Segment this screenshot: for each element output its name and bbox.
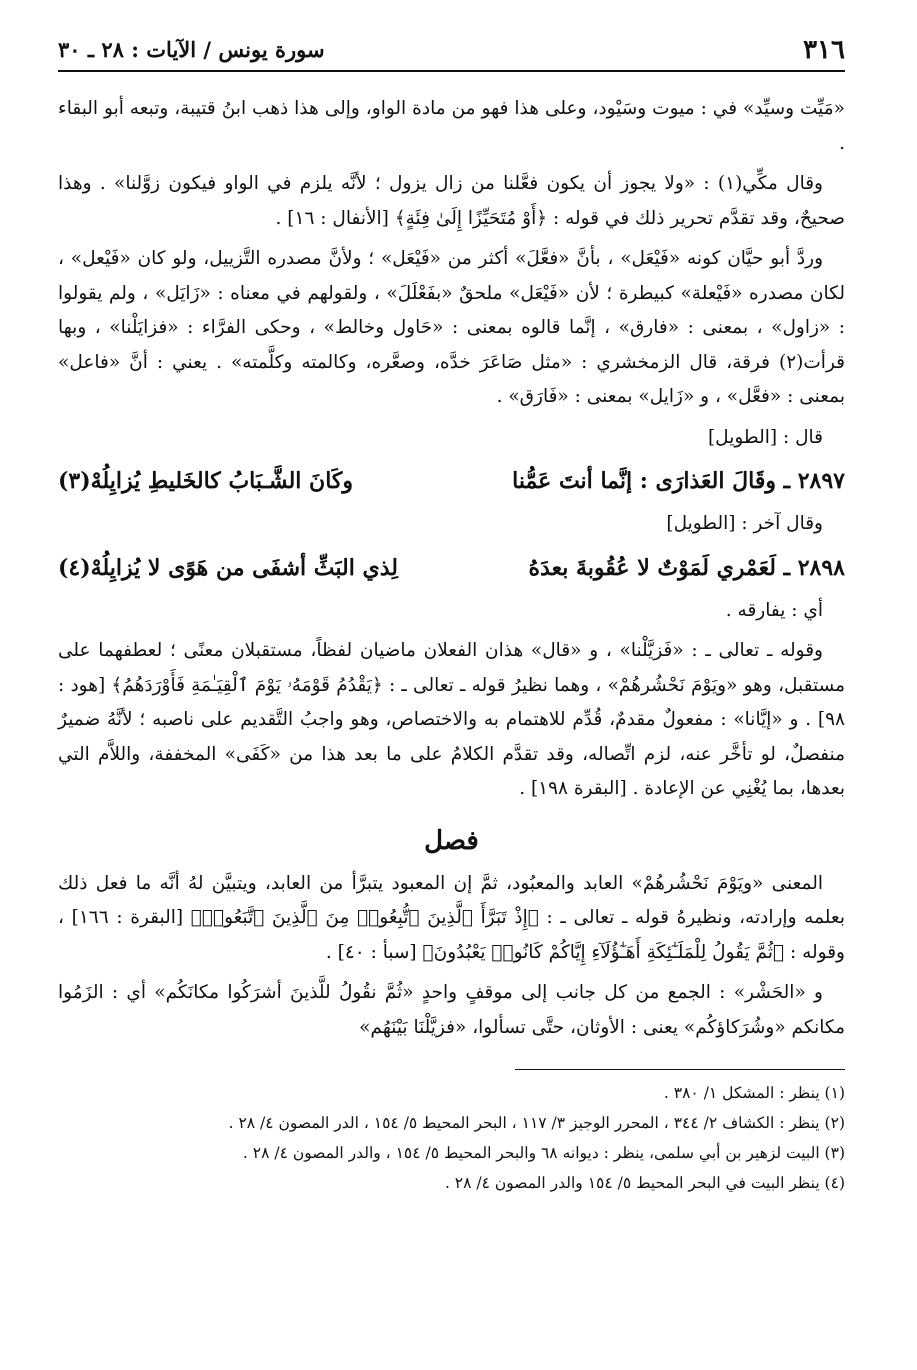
- footnote-4: (٤) ينظر البيت في البحر المحيط ٥/ ١٥٤ والدر المصون ٤/ ٢٨ .: [444, 1174, 845, 1192]
- verse-2898-hemistich-2: لِذي البَثِّ أشفَى من هَوًى لا يُزايِلُهْ(٤): [58, 554, 398, 581]
- sura-title: سورة يونس / الآيات : ٢٨ ـ ٣٠: [58, 37, 325, 62]
- paragraph-3: وردَّ أبو حيَّان كونه «فَيْعَل» ، بأنَّ «فعَّلَ» أكثر من «فَيْعَل» ؛ ولأنَّ مصدره التَّزييل، ولو كان «فَيْعل» ، لكان مصدره «فَيْعلة» كبيطرة ؛ لأن «فَيْعَل» ملحقٌ «بفَعْلَلَ» ، ولقولهم في معناه : «زَايَل» ، ولم يقولوا : «زاول» ، بمعنى : «فارق» ، إنَّما قالوه بمعنى : «حَاول وخالط» ، وحكى الفرَّاء : «فزايَلْنا» ، وبها قرأت(٢) فرقة، قال الزمخشري : «مثل صَاعَرَ خدَّه، وصعَّره، وكالمته وكلَّمته» . يعني : أنَّ «فاعل» بمعنى : «فعَّل» ، و «زَايل» بمعنى : «فَارَق» .: [58, 248, 845, 407]
- footnote-divider: [515, 1069, 845, 1070]
- verse-2897-hemistich-1: ٢٨٩٧ ـ وقَالَ العَذارَى : إنَّما أنتَ عَمُّنا: [512, 468, 845, 494]
- page-header: [58, 34, 845, 72]
- paragraph-2: وقال مكِّي(١) : «ولا يجوز أن يكون فعَّلنا من زال يزول ؛ لأنَّه يلزم في الواو فيكون زوَّلنا» . وهذا صحيحٌ، وقد تقدَّم تحرير ذلك في قوله : ﴿أَوْ مُتَحَيِّزًا إِلَىٰ فِئَةٍ﴾ [الأنفال : ١٦] .: [58, 173, 845, 229]
- meter-label-2: وقال آخر : [الطويل]: [666, 513, 823, 534]
- paragraph-7: و «الحَشْر» : الجمع من كل جانب إلى موقفٍ واحدٍ «ثُمَّ نقُولُ للَّذينَ أشرَكُوا مكانَكُم» أي : الزَمُوا مكانكم «وشُرَكاؤكُم» يعنى : الأوثان، حتَّى تسألوا، «فزيَّلْنَا بَيْنَهُم»: [58, 982, 845, 1038]
- page-number: ٣١٦: [803, 35, 845, 65]
- short-line: أي : يفارقه .: [725, 599, 823, 621]
- paragraph-5: وقوله ـ تعالى ـ : «فَزيَّلْنا» ، و «قال» هذان الفعلان ماضيان لفظاً، مستقبلان معنًى ؛ لعطفهما على مستقبل، وهو «ويَوْمَ نَحْشُرهُمْ» ، وهما نظيرُ قوله ـ تعالى ـ : ﴿يَقْدُمُ قَوْمَهُۥ يَوْمَ ٱلْقِيَـٰمَةِ فَأَوْرَدَهُمُ﴾ [هود : ٩٨] . و «إيَّانا» : مفعولٌ مقدمٌ، قُدِّم للاهتمام به والاختصاص، وهو واجبُ التَّقديم على ناصبه ؛ لأنَّهُ ضميرٌ منفصلٌ، لو تأخَّر عنه، لزم اتِّصاله، وقد تقدَّم الكلامُ على ما بعد هذا من «كَفَى» المخففة، واللاَّم التي بعدها، بما يُغْنِي عن الإعادة . [البقرة ١٩٨] .: [58, 640, 845, 799]
- verse-2898: [58, 548, 845, 588]
- verse-2897-hemistich-2: وكَانَ الشَّـبَابُ كالخَليطِ يُزايِلُهْ(٣): [58, 468, 353, 494]
- meter-label-1: قال : [الطويل]: [707, 426, 823, 448]
- paragraph-6: المعنى «ويَوْمَ نَحْشُرهُمْ» العابد والمعبُود، ثمَّ إن المعبود يتبرَّأ من العابد، ويتبيَّن لهُ أنَّه ما فعل ذلك بعلمه وإرادته، ونظيرهُ قوله ـ تعالى ـ : ﴿إِذْ تَبَرَّأَ ٱلَّذِينَ ٱتُّبِعُوا۟ مِنَ ٱلَّذِينَ ٱتَّبَعُوا۟﴾ [البقرة : ١٦٦] ، وقوله : ﴿ثُمَّ يَقُولُ لِلْمَلَـٰٓئِكَةِ أَهَـٰٓؤُلَآءِ إِيَّاكُمْ كَانُوا۟ يَعْبُدُونَ﴾ [سبأ : ٤٠] .: [58, 872, 845, 963]
- footnote-3: (٣) البيت لزهير بن أبي سلمى، ينظر : ديوانه ٦٨ والبحر المحيط ٥/ ١٥٤ ، والدر المصون ٤/ ٢٨ .: [242, 1144, 845, 1162]
- main-text: [58, 92, 845, 1045]
- footnotes: [58, 1078, 845, 1198]
- footnote-1: (١) ينظر : المشكل ١/ ٣٨٠ .: [663, 1084, 845, 1102]
- section-title: فصل: [424, 825, 479, 856]
- footnote-2: (٢) ينظر : الكشاف ٢/ ٣٤٤ ، المحرر الوجيز ٣/ ١١٧ ، البحر المحيط ٥/ ١٥٤ ، الدر المصون ٤/ ٢٨ .: [228, 1114, 845, 1132]
- verse-2897: [58, 461, 845, 501]
- paragraph-1: «مَيِّت وسيِّد» في : ميوت وسَيْود، وعلى هذا فهو من مادة الواو، وإلى هذا ذهب ابنُ قتيبة، وتبعه أبو البقاء .: [58, 98, 845, 154]
- verse-2898-hemistich-1: ٢٨٩٨ ـ لَعَمْري لَمَوْتٌ لا عُقُوبةَ بعدَهُ: [528, 554, 845, 581]
